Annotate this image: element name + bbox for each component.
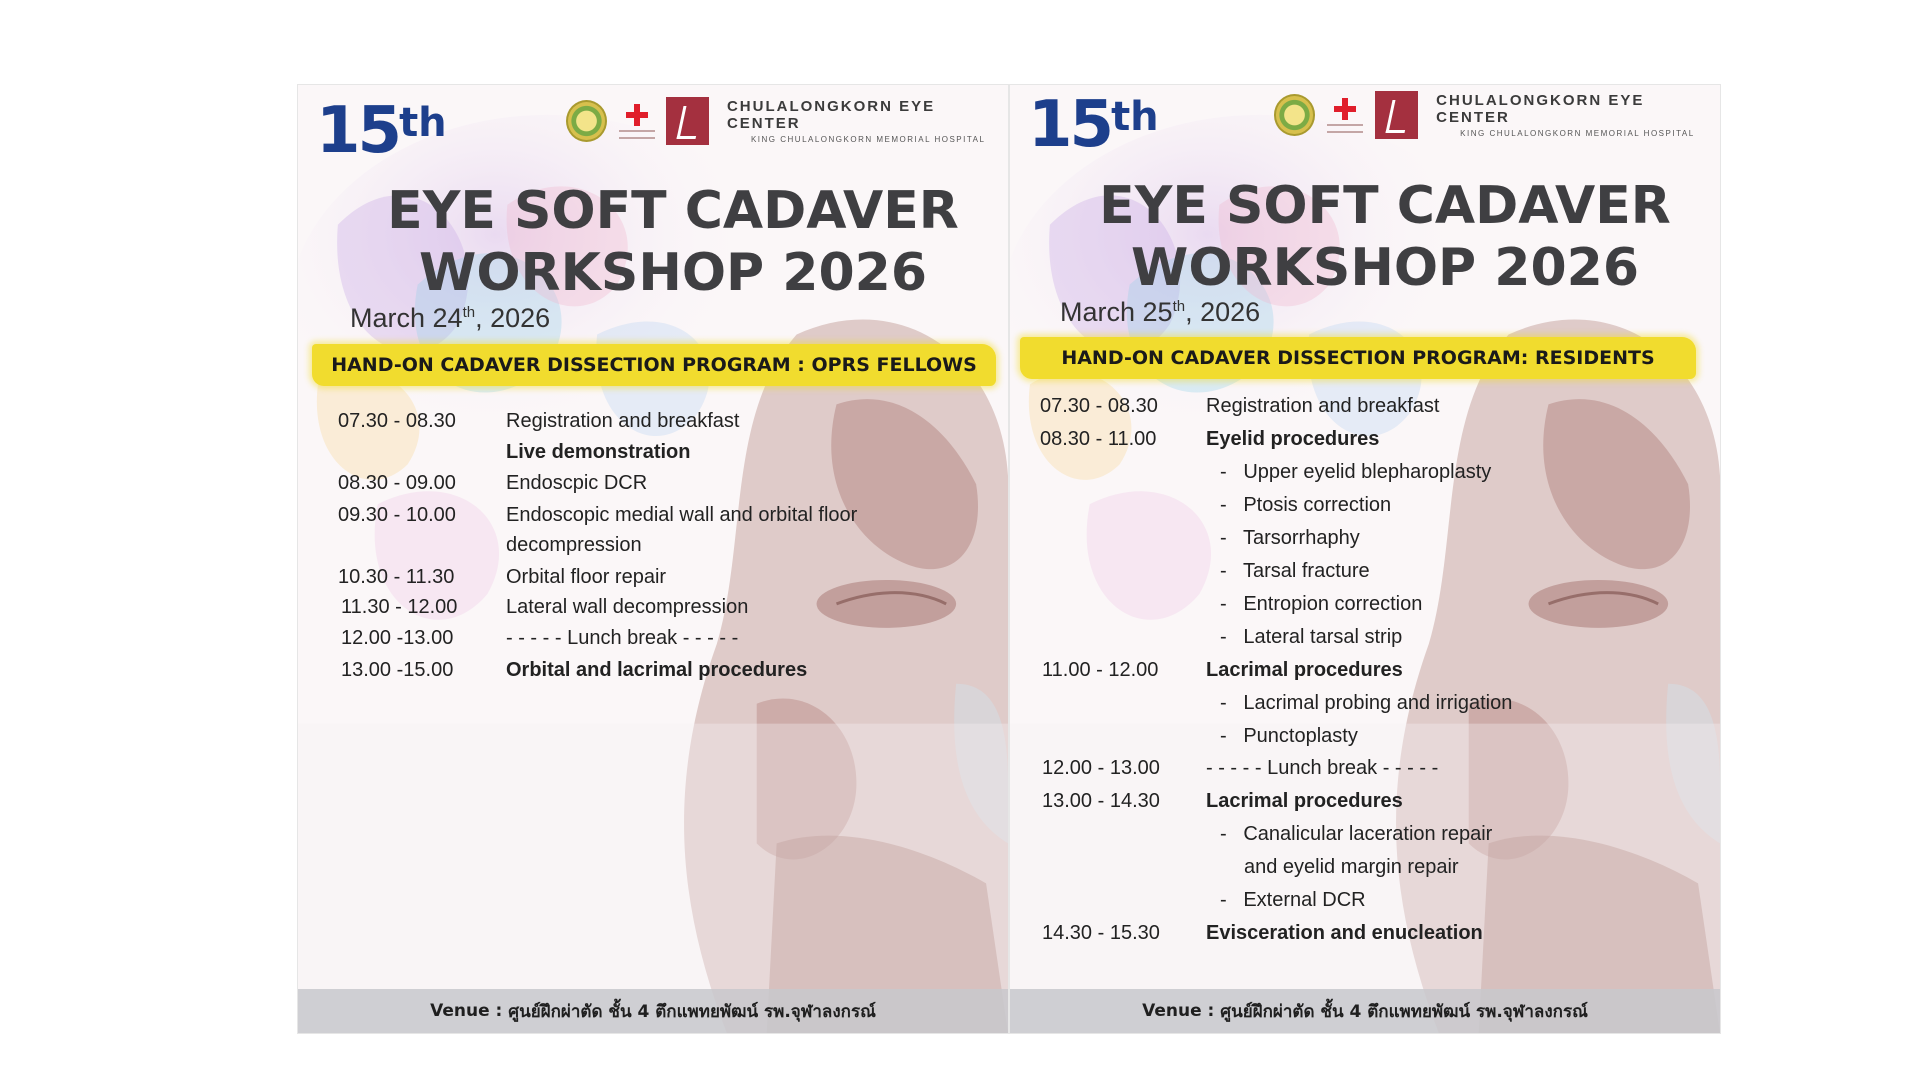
schedule-time: 10.30 - 11.30 <box>338 566 455 588</box>
schedule-time: 11.30 - 12.00 <box>341 596 458 618</box>
schedule-heading: Orbital and lacrimal procedures <box>506 659 808 681</box>
edition-number: 15th <box>316 94 447 168</box>
eye-center-emblem-icon <box>666 97 709 145</box>
schedule-subitem: and eyelid margin repair <box>1244 856 1459 878</box>
schedule-item: Endoscopic medial wall and orbital floor <box>506 504 858 526</box>
schedule-item: Registration and breakfast <box>506 410 740 432</box>
organization-name: CHULALONGKORN EYE CENTER KING CHULALONGKORN MEMORIAL HOSPITAL <box>726 98 986 144</box>
schedule-time: 08.30 - 09.00 <box>338 472 456 494</box>
workshop-title: EYE SOFT CADAVER WORKSHOP 2026 <box>1099 176 1671 298</box>
schedule-time: 08.30 - 11.00 <box>1040 428 1157 450</box>
sponsor-logos <box>1274 87 1720 143</box>
edition-number: 15th <box>1028 88 1159 162</box>
schedule-subitem: - External DCR <box>1220 889 1366 911</box>
schedule-heading: Lacrimal procedures <box>1206 659 1403 681</box>
schedule-time: 11.00 - 12.00 <box>1042 659 1159 681</box>
schedule-item: decompression <box>506 534 642 556</box>
workshop-date: March 25th, 2026 <box>1060 297 1261 327</box>
schedule-heading: Live demonstration <box>506 441 691 463</box>
faculty-seal-icon <box>1274 94 1315 136</box>
organization-name: CHULALONGKORN EYE CENTER KING CHULALONGKORN MEMORIAL HOSPITAL <box>1436 92 1695 138</box>
schedule-subitem: - Canalicular laceration repair <box>1220 823 1493 845</box>
venue-bar: Venue : ศูนย์ฝึกผ่าตัด ชั้น 4 ตึกแพทยพัฒน์ รพ.จุฬาลงกรณ์ <box>1010 989 1720 1033</box>
schedule-time: 13.00 -15.00 <box>341 659 454 681</box>
schedule-time: 09.30 - 10.00 <box>338 504 456 526</box>
schedule-time: 12.00 -13.00 <box>341 627 454 649</box>
program-banner: HAND-ON CADAVER DISSECTION PROGRAM: RESIDENTS <box>1020 337 1696 379</box>
schedule-item: - - - - - Lunch break - - - - - <box>1206 757 1439 779</box>
poster-oprs-fellows <box>297 84 1009 1034</box>
program-banner: HAND-ON CADAVER DISSECTION PROGRAM : OPRS FELLOWS <box>312 344 996 386</box>
schedule-subitem: - Entropion correction <box>1220 593 1423 615</box>
schedule-time: 07.30 - 08.30 <box>1040 395 1158 417</box>
schedule-heading: Lacrimal procedures <box>1206 790 1403 812</box>
schedule-time: 07.30 - 08.30 <box>338 410 456 432</box>
schedule-subitem: - Lateral tarsal strip <box>1220 626 1403 648</box>
schedule-item: Endoscpic DCR <box>506 472 648 494</box>
schedule-subitem: - Tarsal fracture <box>1220 560 1370 582</box>
sponsor-logos <box>566 93 1008 149</box>
schedule-item: - - - - - Lunch break - - - - - <box>506 627 739 649</box>
faculty-seal-icon <box>566 100 607 142</box>
schedule-subitem: - Tarsorrhaphy <box>1220 527 1360 549</box>
red-cross-logo-icon <box>615 104 658 139</box>
schedule-subitem: - Punctoplasty <box>1220 725 1358 747</box>
workshop-date: March 24th, 2026 <box>350 303 551 333</box>
schedule-item: Lateral wall decompression <box>506 596 749 618</box>
schedule-item: Registration and breakfast <box>1206 395 1440 417</box>
red-cross-logo-icon <box>1323 98 1366 133</box>
schedule-subitem: - Upper eyelid blepharoplasty <box>1220 461 1492 483</box>
schedule-time: 12.00 - 13.00 <box>1042 757 1160 779</box>
schedule-subitem: - Ptosis correction <box>1220 494 1392 516</box>
schedule-heading: Evisceration and enucleation <box>1206 922 1483 944</box>
schedule-item: Orbital floor repair <box>506 566 667 588</box>
schedule-subitem: - Lacrimal probing and irrigation <box>1220 692 1513 714</box>
poster-residents <box>1009 84 1721 1034</box>
schedule-heading: Eyelid procedures <box>1206 428 1380 450</box>
eye-center-emblem-icon <box>1375 91 1418 139</box>
venue-bar: Venue : ศูนย์ฝึกผ่าตัด ชั้น 4 ตึกแพทยพัฒน์ รพ.จุฬาลงกรณ์ <box>298 989 1008 1033</box>
schedule-time: 14.30 - 15.30 <box>1042 922 1160 944</box>
workshop-title: EYE SOFT CADAVER WORKSHOP 2026 <box>387 181 959 303</box>
schedule-time: 13.00 - 14.30 <box>1042 790 1160 812</box>
